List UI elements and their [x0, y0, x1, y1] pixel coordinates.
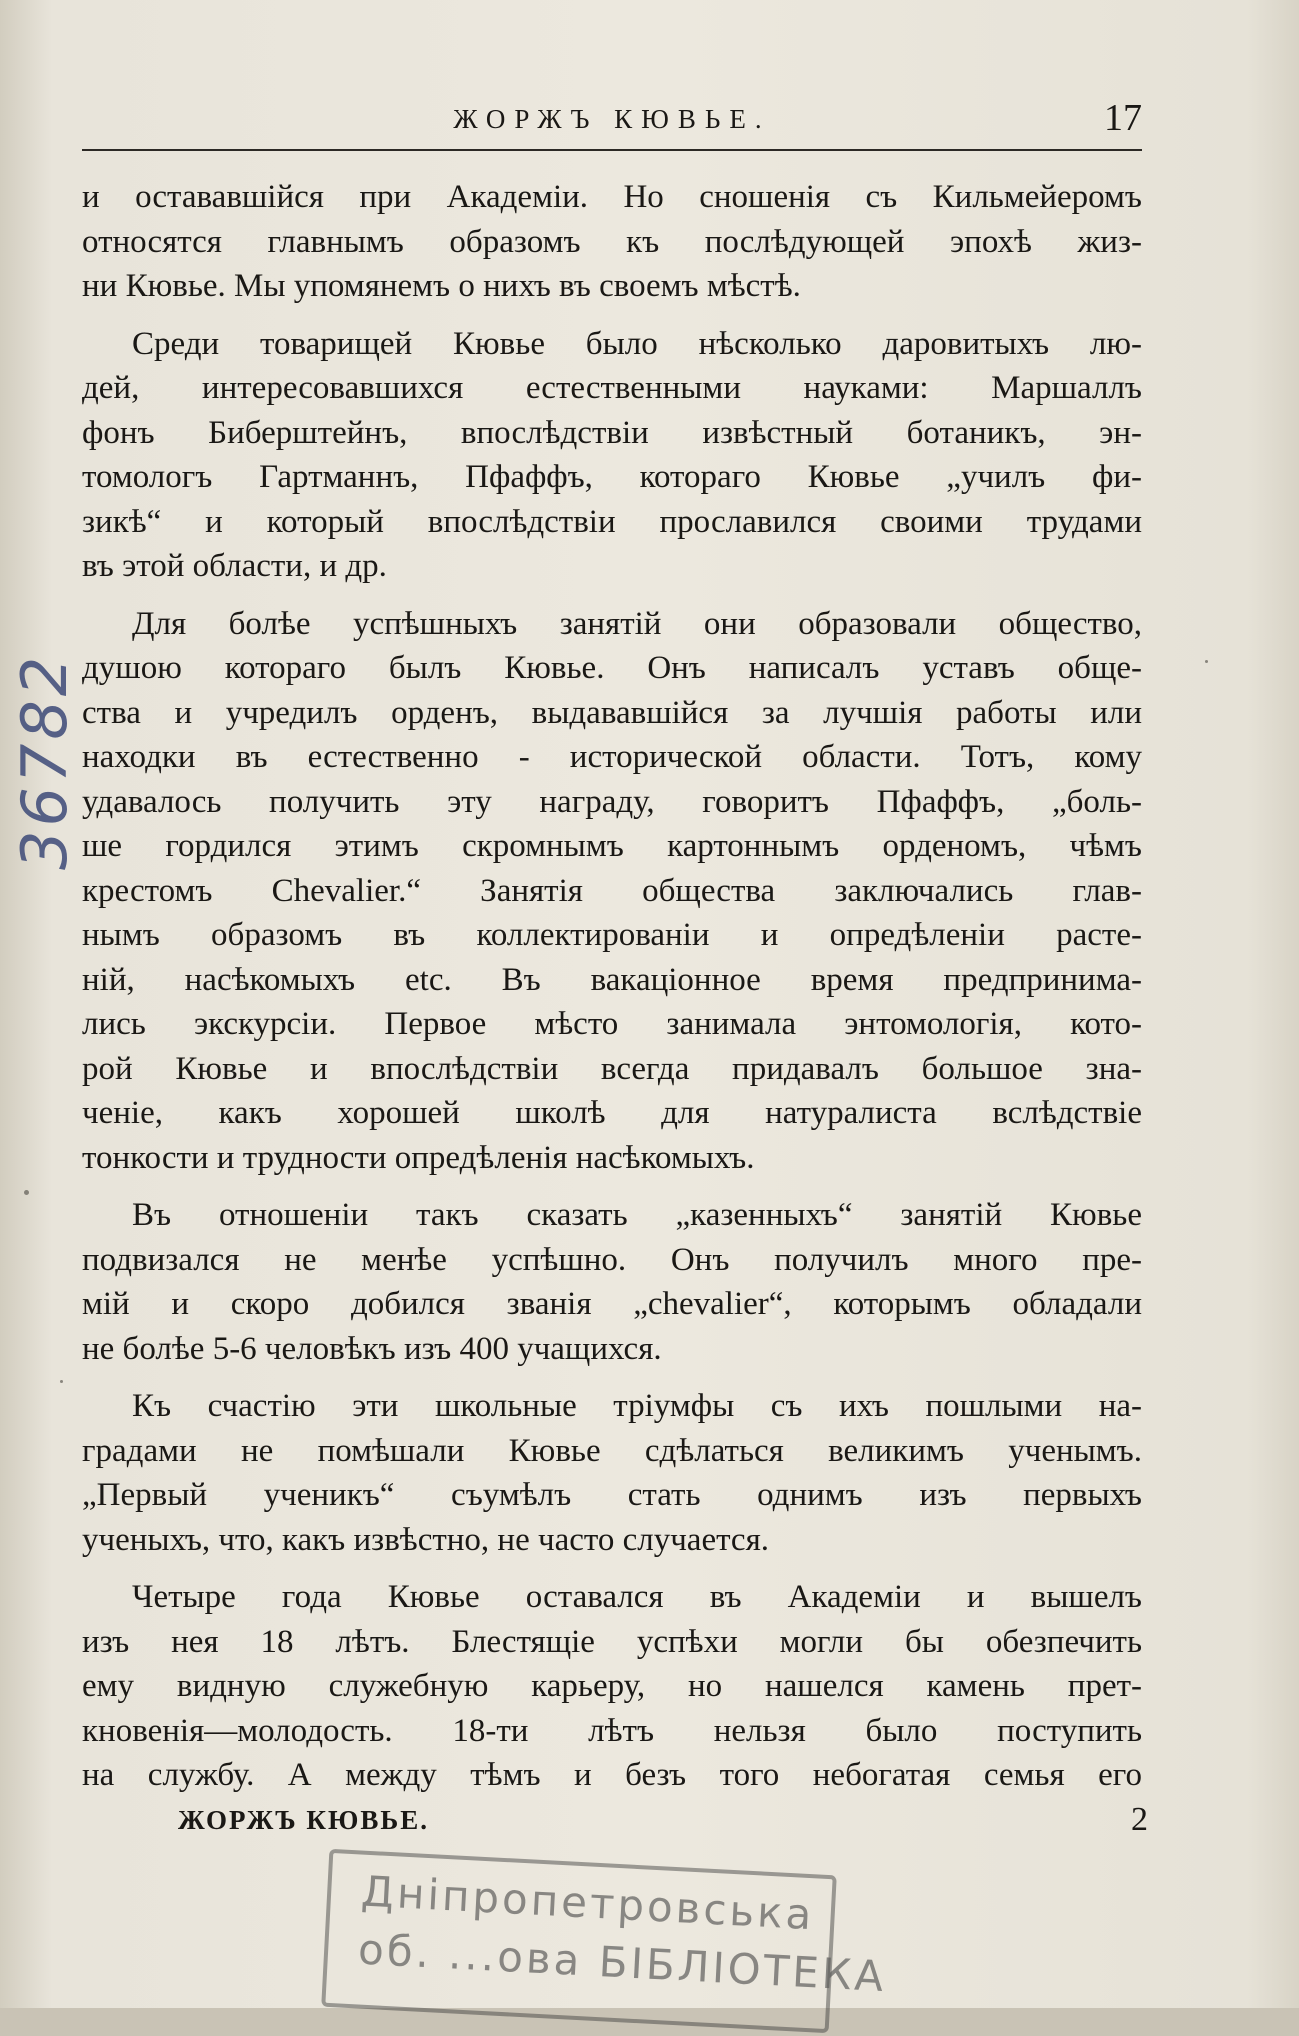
library-stamp: [321, 1849, 888, 2033]
text-line: лись экскурсіи. Первое мѣсто занимала энтомологія, кото-: [82, 1006, 1142, 1042]
text-line: ства и учредилъ орденъ, выдававшійся за лучшія работы или: [82, 694, 1142, 731]
margin-handwriting-text: 36782: [8, 652, 81, 870]
text-line: ни Кювье. Мы упомянемъ о нихъ въ своемъ мѣстѣ.: [82, 268, 801, 304]
text-line: нымъ образомъ въ коллектированіи и опредѣленіи расте-: [82, 917, 1142, 953]
text-line: фонъ Биберштейнъ, впослѣдствіи извѣстный ботаникъ, эн-: [82, 414, 1142, 451]
text-line: ченіе, какъ хорошей школѣ для натуралиста вслѣдствіе: [82, 1095, 1142, 1131]
header-rule: [82, 149, 1142, 151]
text-line: мій и скоро добился званія „chevalier“, которымъ обладали: [82, 1286, 1142, 1322]
text-line: рой Кювье и впослѣдствіи всегда придавалъ большое зна-: [82, 1050, 1142, 1087]
text-line: ній, насѣкомыхъ etc. Въ вакаціонное время предпринима-: [82, 961, 1142, 998]
text-line: находки въ естественно - исторической области. Тотъ, кому: [82, 739, 1142, 775]
body-text: [82, 175, 1142, 1811]
text-line: въ этой области, и др.: [82, 548, 387, 584]
stamp-line: Дніпропетровська: [360, 1866, 816, 1940]
paragraph: [82, 1193, 1142, 1371]
text-line: изъ нея 18 лѣтъ. Блестящіе успѣхи могли бы обезпечить: [82, 1623, 1142, 1660]
text-line: на службу. А между тѣмъ и безъ того небогатая семья его: [82, 1757, 1142, 1793]
paragraph: [82, 602, 1142, 1181]
text-line: ше гордился этимъ скромнымъ картоннымъ орденомъ, чѣмъ: [82, 828, 1142, 864]
text-line: градами не помѣшали Кювье сдѣлаться великимъ ученымъ.: [82, 1432, 1142, 1469]
text-line: Четыре года Кювье оставался въ Академіи и вышелъ: [132, 1579, 1142, 1615]
text-line: томологъ Гартманнъ, Пфаффъ, котораго Кювье „училъ фи-: [82, 459, 1142, 495]
paragraph: [82, 1384, 1142, 1562]
signature-footer: [178, 1801, 1148, 1845]
text-line: Къ счастію эти школьные тріумфы съ ихъ пошлыми на-: [132, 1388, 1142, 1424]
text-line: крестомъ Chevalier.“ Занятія общества заключались глав-: [82, 872, 1142, 909]
signature-title: ЖОРЖЪ КЮВЬЕ.: [178, 1805, 430, 1835]
text-line: Для болѣе успѣшныхъ занятій они образовали общество,: [132, 605, 1142, 642]
paper-speck: [60, 1380, 63, 1383]
text-line: удавалось получить эту награду, говоритъ Пфаффъ, „боль-: [82, 783, 1142, 820]
paragraph: [82, 175, 1142, 309]
text-line: Среди товарищей Кювье было нѣсколько даровитыхъ лю-: [132, 325, 1142, 362]
paper-speck: [1205, 660, 1208, 663]
text-line: и остававшійся при Академіи. Но сношенія съ Кильмейеромъ: [82, 179, 1142, 215]
page-number: 17: [1104, 97, 1142, 139]
signature-number: 2: [1131, 1801, 1148, 1838]
margin-handwriting: [0, 652, 81, 1020]
text-line: ученыхъ, что, какъ извѣстно, не часто случается.: [82, 1521, 770, 1558]
text-line: подвизался не менѣе успѣшно. Онъ получилъ много пре-: [82, 1241, 1142, 1278]
text-line: зикѣ“ и который впослѣдствіи прославился своими трудами: [82, 503, 1142, 540]
text-line: „Первый ученикъ“ съумѣлъ стать однимъ изъ первыхъ: [82, 1477, 1142, 1513]
text-line: ему видную служебную карьеру, но нашелся камень прет-: [82, 1668, 1142, 1704]
stamp-line: об. ...ова БІБЛІОТЕКА: [356, 1924, 888, 2002]
paragraph: [82, 1575, 1142, 1798]
text-line: дей, интересовавшихся естественными науками: Маршаллъ: [82, 370, 1142, 406]
paper-speck: [24, 1190, 29, 1195]
running-title: ЖОРЖЪ КЮВЬЕ.: [453, 104, 771, 134]
text-line: тонкости и трудности опредѣленія насѣкомыхъ.: [82, 1139, 755, 1176]
text-line: Въ отношеніи такъ сказать „казенныхъ“ занятій Кювье: [132, 1197, 1142, 1233]
text-line: относятся главнымъ образомъ къ послѣдующей эпохѣ жиз-: [82, 223, 1142, 260]
text-line: кновенія—молодость. 18-ти лѣтъ нельзя было поступить: [82, 1712, 1142, 1749]
text-line: не болѣе 5-6 человѣкъ изъ 400 учащихся.: [82, 1330, 662, 1367]
paragraph: [82, 322, 1142, 589]
running-head: [82, 96, 1142, 146]
text-line: душою котораго былъ Кювье. Онъ написалъ уставъ обще-: [82, 650, 1142, 686]
